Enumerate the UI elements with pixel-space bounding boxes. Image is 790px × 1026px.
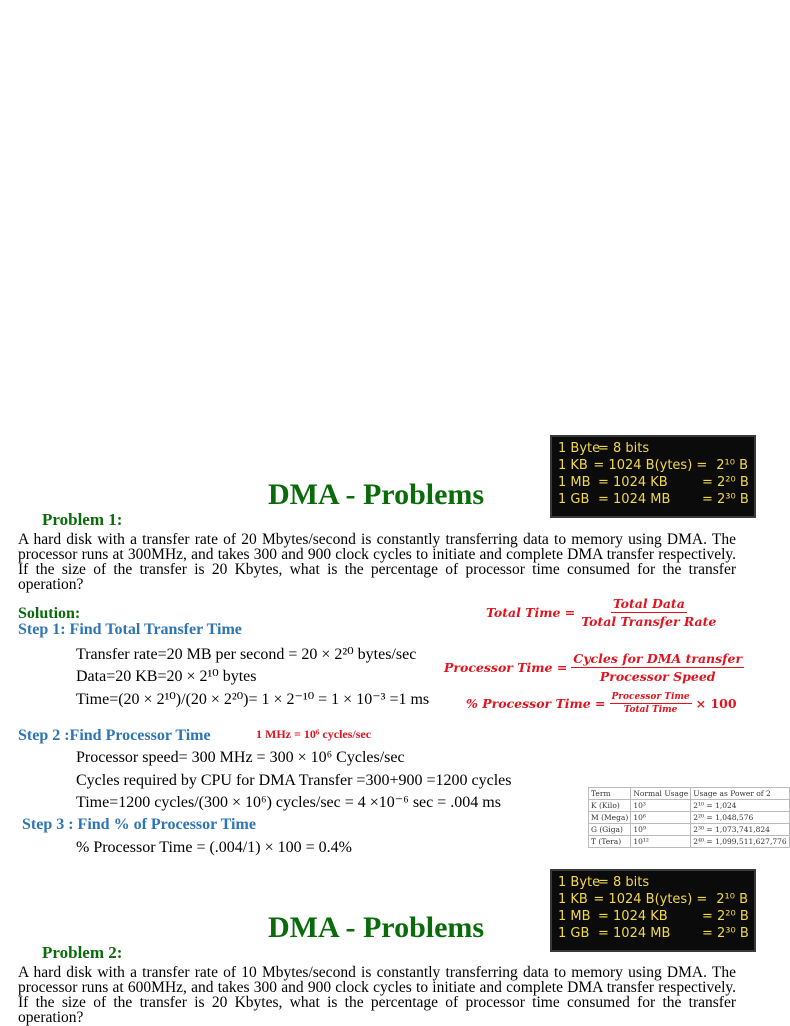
step1-line: Transfer rate=20 MB per second = 20 × 2²⁰ bytes/sec bbox=[76, 646, 417, 663]
fraction: $\frac{\text{Cycles for DMA transfer}}{\text{Processor Speed}}$ bbox=[573, 651, 743, 684]
step2-line: Time=1200 cycles/(300 × 10⁶) cycles/sec = 4 ×10⁻⁶ sec = .004 ms bbox=[76, 794, 501, 811]
formula-processor-time: Processor Time = $\frac{\text{Cycles for DMA transfer}}{\text{Processor Speed}}$ bbox=[444, 651, 743, 684]
table-row: M (Mega) 10⁶ 2²⁰ = 1,048,576 bbox=[589, 812, 790, 824]
problem2-label: Problem 2: bbox=[42, 943, 123, 962]
step2-line: Cycles required by CPU for DMA Transfer =300+900 =1200 cycles bbox=[76, 772, 512, 789]
units-table bbox=[588, 787, 790, 848]
units-box-2 bbox=[550, 869, 756, 952]
units-row: 1 Byte = 8 bits bbox=[558, 441, 650, 456]
step1-line: Time=(20 × 2¹⁰)/(20 × 2²⁰)= 1 × 2⁻¹⁰ = 1 × 10⁻³ =1 ms bbox=[76, 691, 430, 708]
fraction: $\frac{\text{Processor Time}}{\text{Total Time}}$ bbox=[611, 692, 690, 715]
problem1-label: Problem 1: bbox=[42, 510, 123, 529]
problem2-text: A hard disk with a transfer rate of 10 Mbytes/second is constantly transferring data to memory using DMA. The processor runs at 600MHz, and takes 300 and 900 clock cycles to initiate and complete DMA transfer respectively. If the size of the transfer is 20 Kbytes, what is the percentage of processor time consumed for the transfer operation? bbox=[18, 964, 736, 1026]
table-row: K (Kilo) 10³ 2¹⁰ = 1,024 bbox=[589, 800, 790, 812]
step1-line: Data=20 KB=20 × 2¹⁰ bytes bbox=[76, 668, 257, 685]
units-row: 1 GB = 1024 MB = 2³⁰ B bbox=[558, 926, 749, 941]
table-row: G (Giga) 10⁹ 2³⁰ = 1,073,741,824 bbox=[589, 824, 790, 836]
slide1-title: DMA - Problems bbox=[268, 478, 485, 511]
table-row: T (Tera) 10¹² 2⁴⁰ = 1,099,511,627,776 bbox=[589, 836, 790, 848]
units-box-1 bbox=[550, 435, 756, 518]
units-row: 1 Byte = 8 bits bbox=[558, 875, 650, 890]
fraction: $\frac{\text{Total Data}}{\text{Total Transfer Rate}}$ bbox=[581, 596, 717, 629]
units-row: 1 KB = 1024 B(ytes) = 2¹⁰ B bbox=[558, 892, 748, 907]
formula-total-time: Total Time = $\frac{\text{Total Data}}{\text{Total Transfer Rate}}$ bbox=[486, 596, 717, 629]
units-row: 1 MB = 1024 KB = 2²⁰ B bbox=[558, 909, 749, 924]
step1-heading: Step 1: Find Total Transfer Time bbox=[18, 621, 242, 638]
step3-line: % Processor Time = (.004/1) × 100 = 0.4% bbox=[76, 839, 352, 856]
formula-percent-processor-time: % Processor Time = $\frac{\text{Processor Time}}{\text{Total Time}}$ × 100 bbox=[466, 692, 737, 715]
slide2-title: DMA - Problems bbox=[268, 911, 485, 944]
solution-label: Solution: bbox=[18, 605, 81, 622]
table-header-row: Term Normal Usage Usage as Power of 2 bbox=[589, 788, 790, 800]
units-row: 1 KB = 1024 B(ytes) = 2¹⁰ B bbox=[558, 458, 748, 473]
step2-heading: Step 2 :Find Processor Time bbox=[18, 727, 211, 744]
units-row: 1 GB = 1024 MB = 2³⁰ B bbox=[558, 492, 749, 507]
problem1-text: A hard disk with a transfer rate of 20 Mbytes/second is constantly transferring data to memory using DMA. The processor runs at 300MHz, and takes 300 and 900 clock cycles to initiate and complete DMA transfer respectively. If the size of the transfer is 20 Kbytes, what is the percentage of processor time consumed for the transfer operation? bbox=[18, 531, 736, 593]
step2-line: Processor speed= 300 MHz = 300 × 10⁶ Cycles/sec bbox=[76, 749, 405, 766]
step3-heading: Step 3 : Find % of Processor Time bbox=[22, 816, 256, 833]
units-row: 1 MB = 1024 KB = 2²⁰ B bbox=[558, 475, 749, 490]
mhz-note: 1 MHz = 10⁶ cycles/sec bbox=[256, 727, 372, 741]
